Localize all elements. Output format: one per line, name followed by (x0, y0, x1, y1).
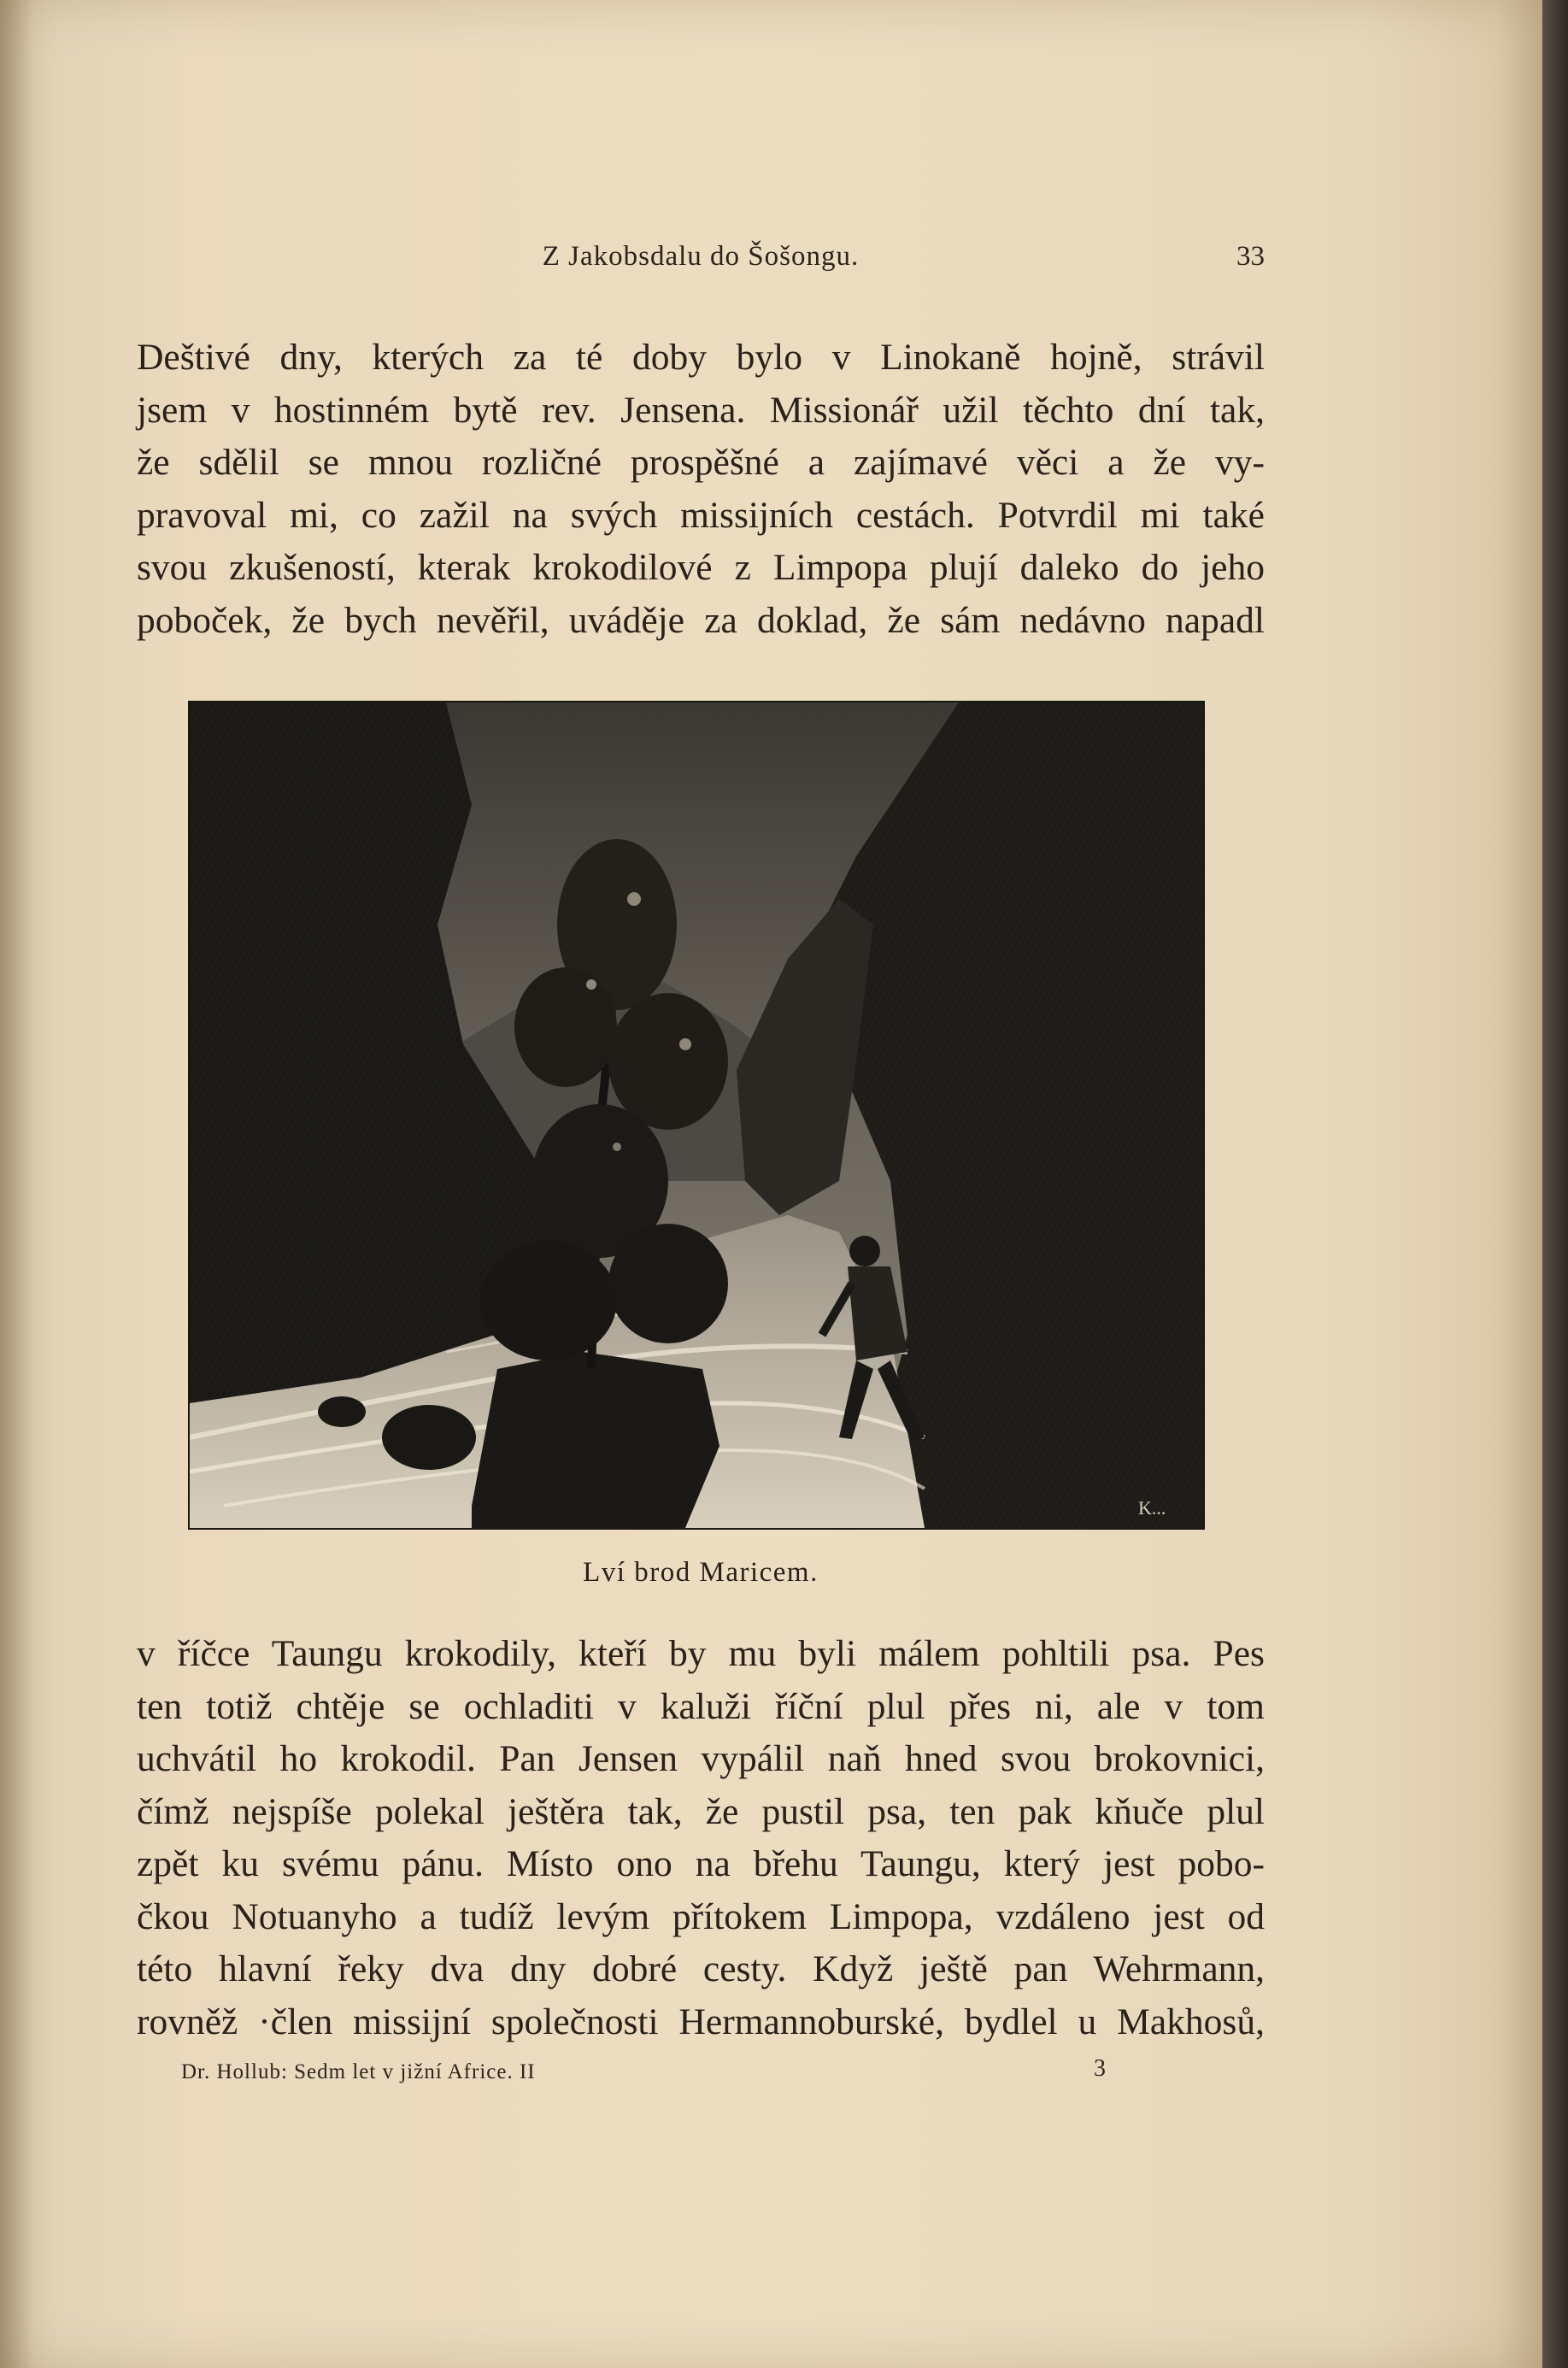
text-line: čímž nejspíše polekal ještěra tak, že pustil psa, ten pak kňuče plul (137, 1790, 1265, 1832)
paragraph-top (137, 332, 1265, 647)
artist-signature: K... (1138, 1497, 1166, 1519)
text-line: poboček, že bych nevěřil, uváděje za doklad, že sám nedávno napadl (137, 599, 1265, 641)
text-line: uchvátil ho krokodil. Pan Jensen vypálil naň hned svou brokovnici, (137, 1738, 1265, 1779)
page-number: 33 (1236, 241, 1265, 272)
text-line: čkou Notuanyho a tudíž levým přítokem Limpopa, vzdáleno jest od (137, 1895, 1265, 1937)
illustration-caption: Lví brod Maricem. (583, 1557, 819, 1588)
text-line: pravoval mi, co zažil na svých missijních cestách. Potvrdil mi také (137, 494, 1265, 536)
engraving-illustration (190, 702, 1203, 1528)
text-line: této hlavní řeky dva dny dobré cesty. Když ještě pan Wehrmann, (137, 1948, 1265, 1989)
paragraph-bottom (137, 1628, 1265, 2048)
text-line: zpět ku svému pánu. Místo ono na břehu Taungu, který jest pobo- (137, 1843, 1265, 1884)
river-crossing-engraving (190, 702, 1203, 1528)
text-line: jsem v hostinném bytě rev. Jensena. Missionář užil těchto dní tak, (137, 389, 1265, 431)
text-line: v říčce Taungu krokodily, kteří by mu byli málem pohltili psa. Pes (137, 1633, 1265, 1674)
text-line: rovněž ·člen missijní společnosti Hermannoburské, bydlel u Makhosů, (137, 2001, 1265, 2042)
text-line: Deštivé dny, kterých za té doby bylo v Linokaně hojně, strávil (137, 337, 1265, 378)
spine-shadow (0, 0, 34, 2368)
signature-line: Dr. Hollub: Sedm let v jižní Africe. II (181, 2060, 536, 2083)
text-line: ten totiž chtěje se ochladiti v kaluži říční plul přes ni, ale v tom (137, 1685, 1265, 1727)
text-line: že sdělil se mnou rozličné prospěšné a zajímavé věci a že vy- (137, 442, 1265, 483)
text-line: svou zkušeností, kterak krokodilové z Limpopa plují daleko do jeho (137, 547, 1265, 588)
sheet-number: 3 (1094, 2055, 1107, 2082)
page-footer (181, 2055, 1138, 2095)
running-head: Z Jakobsdalu do Šošongu. (542, 241, 860, 272)
page-header (137, 241, 1265, 284)
page-edge-shadow (1542, 0, 1568, 2368)
